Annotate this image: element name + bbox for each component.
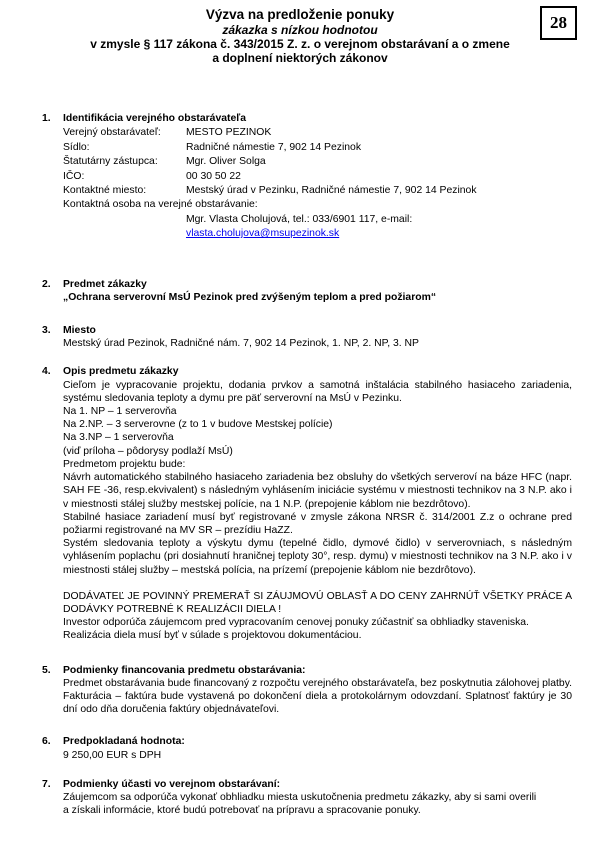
field-row-authority (63, 126, 572, 140)
email-link[interactable]: vlasta.cholujova@msupezinok.sk (186, 228, 340, 240)
document-header (0, 0, 600, 65)
field-label: Štatutárny zástupca: (63, 156, 158, 168)
contact-person: Mgr. Vlasta Cholujová, tel.: 033/6901 117, e-mail: (186, 213, 413, 225)
field-label: Sídlo: (63, 141, 90, 153)
field-row-contact-place (63, 184, 572, 198)
floor-line-1: Na 1. NP – 1 serverovňa (63, 406, 177, 418)
section-2-number: 2. (42, 278, 51, 290)
section-5-number: 5. (42, 664, 51, 676)
financing-text: Predmet obstarávania bude financovaný z rozpočtu verejného obstarávateľa, bez poskytnutia zálohovej platby. Fakturácia – faktúra bude vystavená po dokončení diela a protokolárnym odovzdaní. Splatnosť faktúry je 30 dní odo dňa doručenia faktúry objednávateľovi. (63, 677, 572, 716)
field-value: 00 30 50 22 (186, 170, 241, 182)
supplier-warning: DODÁVATEĽ JE POVINNÝ PREMERAŤ SI ZÁUJMOVÚ OBLASŤ A DO CENY ZAHRNÚŤ VŠETKY PRÁCE A DODÁVKY POTREBNÉ K REALIZÁCII DIELA ! (63, 590, 572, 615)
section-description (42, 365, 572, 642)
page-number: 28 (550, 13, 567, 33)
section-7-heading: Podmienky účasti vo verejnom obstarávaní: (63, 778, 281, 790)
section-financing (42, 664, 572, 717)
investor-recommendation: Investor odporúča záujemcom pred vypracovaním cenovej ponuky zúčastniť sa obhliadky staveniska. (63, 617, 529, 629)
law-reference-line1: v zmysle § 117 zákona č. 343/2015 Z. z. o verejnom obstarávaní a o zmene (90, 37, 510, 51)
section-6-heading: Predpokladaná hodnota: (63, 736, 185, 748)
description-paragraph-monitoring: Systém sledovania teploty a výskytu dymu (tepelné čidlo, dymové čidlo) v serverovniach, s následným vyhlásením poplachu (pri dosiahnutí hraničnej teploty 30°, resp. dymu) v miestnosti technikov na 3 N.P. ako i v miestnosti stálej služby – mestská polícia, na prízemí (prepojenie káblom nie bezdrôtovo). (63, 538, 572, 576)
section-identification (42, 112, 572, 242)
section-3-number: 3. (42, 325, 51, 337)
field-value: Mestský úrad v Pezinku, Radničné námestie 7, 902 14 Pezinok (186, 185, 477, 197)
floor-line-2: Na 2.NP. – 3 serverovne (z to 1 v budove Mestskej polície) (63, 419, 333, 431)
field-label: Kontaktné miesto: (63, 185, 147, 197)
section-6-number: 6. (42, 736, 51, 748)
document-title: Výzva na predloženie ponuky (205, 7, 395, 22)
project-intro: Predmetom projektu bude: (63, 458, 186, 470)
field-value: MESTO PEZINOK (186, 127, 272, 139)
section-participation (42, 778, 572, 818)
page-number-box (540, 6, 577, 40)
description-paragraph-system: Návrh automatického stabilného hasiaceho zariadenia bez obsluhy do všetkých serveroví na báze HFC (napr. SAH FE -36, resp.ekvivalent) s následným vyhlásením iniciácie systému v miestnosti technikov na 3 N.P. ako i v miestnosti stálej služby mestskej polície, na 1 N.P. (prepojenie káblom nie bezdrôtovo). (63, 472, 572, 510)
field-label: Verejný obstarávateľ: (63, 127, 161, 139)
section-4-heading: Opis predmetu zákazky (63, 366, 179, 378)
field-row-representative (63, 155, 572, 169)
contact-intro: Kontaktná osoba na verejné obstarávanie: (63, 199, 258, 211)
field-row-address (63, 141, 572, 155)
section-2-heading: Predmet zákazky (63, 278, 147, 290)
sections-container (42, 112, 572, 817)
field-value: Mgr. Oliver Solga (186, 156, 266, 168)
section-3-heading: Miesto (63, 325, 96, 337)
place-text: Mestský úrad Pezinok, Radničné nám. 7, 902 14 Pezinok, 1. NP, 2. NP, 3. NP (63, 338, 419, 350)
contract-subject-title: „Ochrana serverovní MsÚ Pezinok pred zvýšeným teplom a pred požiarom“ (63, 291, 437, 303)
section-1-heading: Identifikácia verejného obstarávateľa (63, 113, 247, 124)
section-subject (42, 278, 572, 304)
field-label: IČO: (63, 170, 85, 182)
description-paragraph-goal: Cieľom je vypracovanie projektu, dodania prvkov a samotná inštalácia stabilného hasiaceho zariadenia, systému sledovania teploty a dymu pre päť serverovní na MsÚ v Pezinku. (63, 379, 572, 404)
participation-text-line1: Záujemcom sa odporúča vykonať obhliadku miesta uskutočnenia predmetu zákazky, aby si sami overili (63, 791, 537, 803)
section-place (42, 324, 572, 350)
section-5-heading: Podmienky financovania predmetu obstarávania: (63, 664, 306, 676)
description-paragraph-registration: Stabilné hasiace zariadení musí byť registrované v zmysle zákona NRSR č. 314/2001 Z.z o ochrane pred požiarmi registrované na MV SR – prezídiu HaZZ. (63, 511, 572, 536)
field-value: Radničné námestie 7, 902 14 Pezinok (186, 141, 362, 153)
field-row-ico (63, 170, 572, 184)
participation-text-line2: a získali informácie, ktoré budú potrebovať na prípravu a spracovanie ponuky. (63, 805, 421, 817)
attachment-note: (viď príloha – pôdorysy podlaží MsÚ) (63, 445, 233, 457)
law-reference-line2: a doplnení niektorých zákonov (212, 51, 388, 65)
estimated-value: 9 250,00 EUR s DPH (63, 749, 162, 761)
realization-note: Realizácia diela musí byť v súlade s projektovou dokumentáciou. (63, 630, 362, 642)
section-estimated-value (42, 735, 572, 761)
floor-line-3: Na 3.NP – 1 serverovňa (63, 432, 174, 444)
section-4-number: 4. (42, 366, 51, 378)
section-1-number: 1. (42, 113, 51, 124)
section-7-number: 7. (42, 778, 51, 790)
document-subtitle: zákazka s nízkou hodnotou (222, 23, 378, 37)
